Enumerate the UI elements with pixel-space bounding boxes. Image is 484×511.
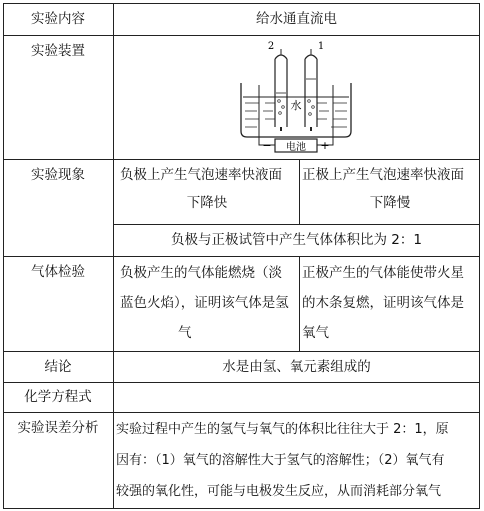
label-conclusion: 结论 [44,359,72,375]
gas-test-left-line3: 气 [178,325,192,341]
phenomenon-left-line1: 负极上产生气泡速率快液面 [120,167,282,183]
error-line3: 较强的氧化性，可能与电极发生反应，从而消耗部分氧气 [116,484,442,499]
gas-test-right-line2: 的木条复燃，证明该气体是 [302,295,464,311]
label-apparatus: 实验装置 [31,43,85,59]
phenomenon-ratio: 负极与正极试管中产生气体体积比为 2：1 [171,232,422,248]
error-line1: 实验过程中产生的氢气与氧气的体积比往往大于 2：1，原 [116,422,449,437]
battery-label: 电池 [286,142,306,153]
plus-label: + [320,139,330,152]
tube2-label: 2 [267,41,275,52]
phenomenon-right-line2: 下降慢 [369,195,411,211]
phenomenon-left [116,161,298,223]
gas-test-left-line1: 负极产生的气体能燃烧（淡 [120,265,282,281]
gas-test-right [301,258,479,350]
gas-test-right-line1: 正极产生的气体能使带火星 [302,265,464,281]
label-equation: 化学方程式 [24,389,92,405]
phenomenon-right-line1: 正极上产生气泡速率快液面 [302,167,464,183]
gas-test-left [116,258,298,350]
value-conclusion: 水是由氢、氧元素组成的 [222,359,371,375]
label-phenomenon: 实验现象 [31,167,85,183]
phenomenon-right [301,161,479,223]
label-gas-test: 气体检验 [31,264,85,280]
electrolysis-diagram [235,41,357,155]
minus-label: − [262,139,272,152]
gas-test-left-line2: 蓝色火焰），证明该气体是氢 [120,295,289,311]
error-analysis-text [116,414,478,508]
label-content: 实验内容 [31,11,85,27]
experiment-table [3,3,480,509]
value-equation [114,383,479,412]
error-line2: 因有：（1）氧气的溶解性大于氢气的溶解性；（2）氧气有 [116,453,445,468]
water-label: 水 [290,99,302,112]
label-error-analysis: 实验误差分析 [17,420,99,436]
gas-test-right-line3: 氧气 [302,325,329,341]
phenomenon-left-line2: 下降快 [186,195,228,211]
value-content: 给水通直流电 [256,11,337,27]
tube1-label: 1 [317,41,325,52]
